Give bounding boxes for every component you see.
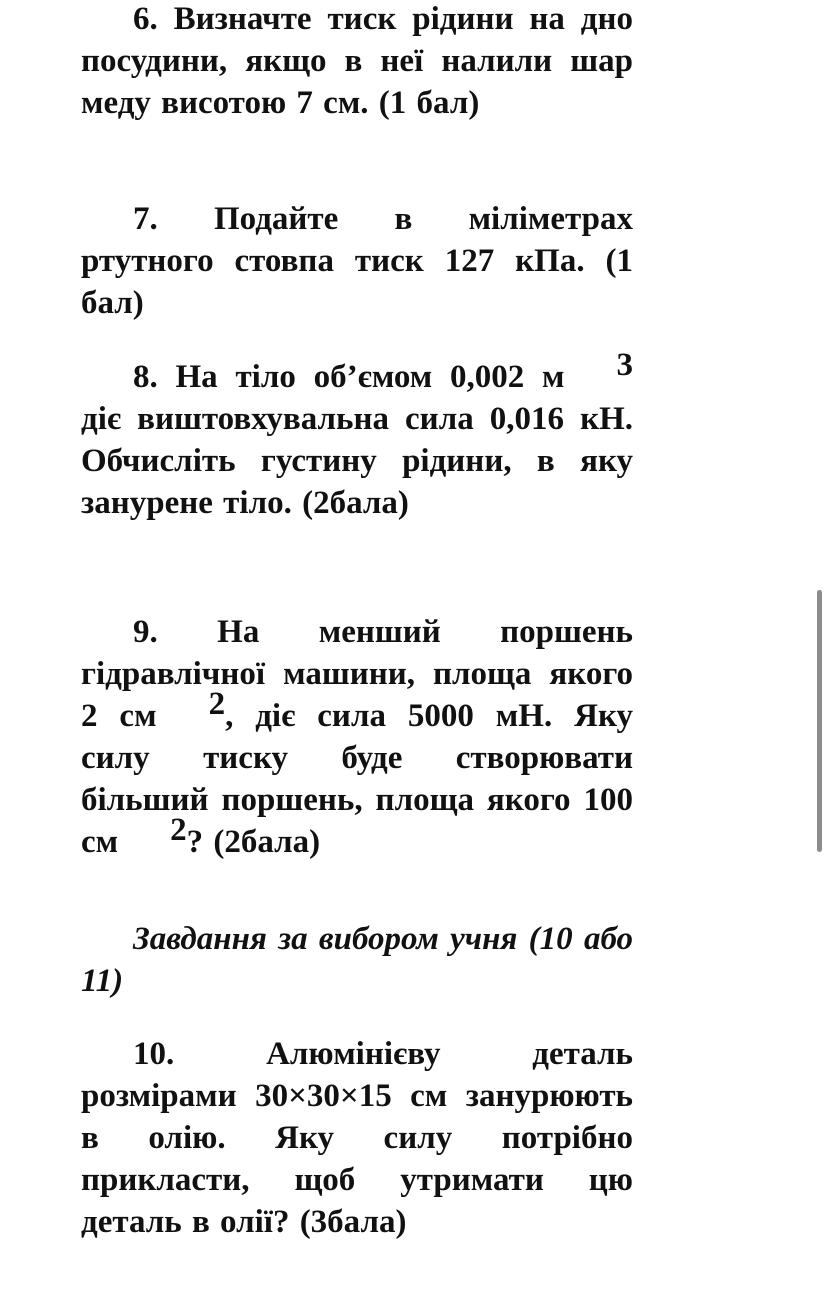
- task-10-text: 10. Алюмінієву деталь розмірами 30×30×15 см занурюють в олію. Яку силу потрібно прикласти, щоб утримати цю деталь в олії? (3бала): [81, 1036, 633, 1240]
- task-6: [81, 0, 633, 124]
- task-7: [81, 198, 633, 324]
- task-9: 9. На менший поршень гідравлічної машини, площа якого 2 см 2, діє сила 5000 мН. Яку силу тиску буде створювати більший поршень, площа якого 100 см 2? (2бала): [81, 614, 634, 860]
- task-8: 8. На тіло об’ємом 0,002 м 3 діє виштовхувальна сила 0,016 кН. Обчисліть густину рідини, в яку занурене тіло. (2бала): [81, 347, 633, 521]
- scrollbar-thumb[interactable]: [817, 590, 822, 852]
- choice-heading-text: Завдання за вибором учня (10 або 11): [81, 921, 633, 999]
- task-8-text-part1: 8. На тіло об’ємом 0,002 м: [133, 359, 565, 395]
- task-9-text-part1: 9. На менший поршень гідравлічної машини, площа якого 2 см: [81, 614, 633, 734]
- task-8-text-part2: діє виштовхувальна сила 0,016 кН. Обчисліть густину рідини, в яку занурене тіло. (2бала): [81, 401, 633, 521]
- task-6-text: 6. Визначте тиск рідини на дно посудини, якщо в неї налили шар меду висотою 7 см. (1 бал): [81, 1, 633, 121]
- task-9-text-part3: ? (2бала): [186, 824, 321, 860]
- task-9-text-part2: , діє сила 5000 мН. Яку силу тиску буде створювати більший поршень, площа якого 100 см: [81, 698, 634, 860]
- task-7-text: 7. Подайте в міліметрах ртутного стовпа тиск 127 кПа. (1 бал): [81, 201, 633, 321]
- choice-heading: [81, 918, 633, 1002]
- task-10: [81, 1033, 633, 1243]
